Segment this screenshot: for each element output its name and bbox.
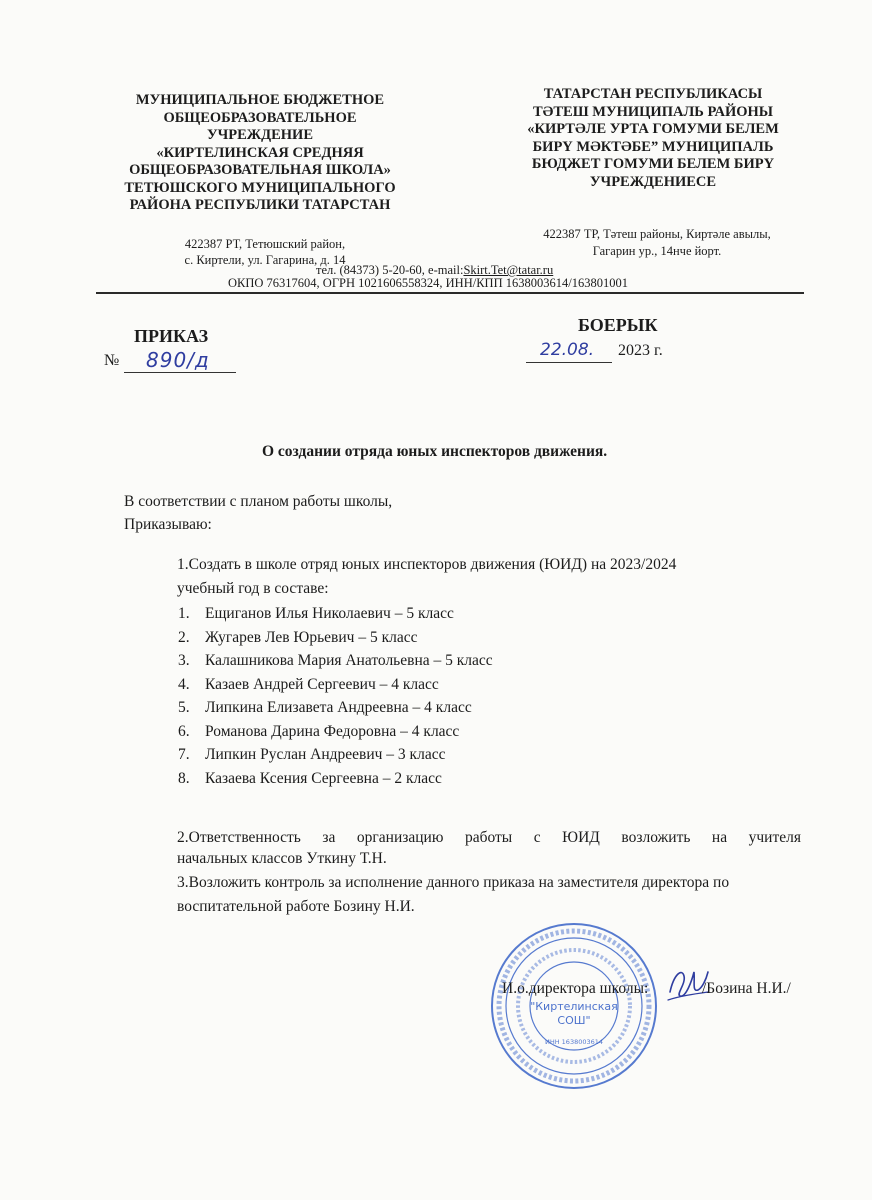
order-year: 2023 г. [618,342,663,359]
order-title-tt: БОЕРЫК [578,315,658,335]
list-item: 4. Казаев Андрей Сергеевич – 4 класс [178,675,439,693]
item-1-line-2: учебный год в составе: [177,580,329,597]
list-item: 5. Липкина Елизавета Андреевна – 4 класс [178,699,472,716]
header-left-org: МУНИЦИПАЛЬНОЕ БЮДЖЕТНОЕ ОБЩЕОБРАЗОВАТЕЛЬНОЕ УЧРЕЖДЕНИЕ «КИРТЕЛИНСКАЯ СРЕДНЯЯ ОБЩЕОБРАЗОВАТЕЛЬНАЯ ШКОЛА» ТЕТЮШСКОГО МУНИЦИПАЛЬНОГО РАЙОНА РЕСПУБЛИКИ ТАТАРСТАН [124,92,396,213]
list-item: 1. Ещиганов Илья Николаевич – 5 класс [178,605,454,622]
list-item: 7. Липкин Руслан Андреевич – 3 класс [178,746,446,763]
item-1-line-1: 1.Создать в школе отряд юных инспекторов движения (ЮИД) на 2023/2024 [177,556,677,573]
signature-name: /Бозина Н.И./ [702,980,791,997]
order-number-label: № [104,352,120,369]
stamp-inn: ИНН 1638003614 [544,1038,604,1046]
list-item: 2. Жугарев Лев Юрьевич – 5 класс [178,628,418,646]
item-3-line-1: 3.Возложить контроль за исполнение данного приказа на заместителя директора по [177,874,730,891]
school-stamp [488,920,660,1092]
registry-numbers: ОКПО 76317604, ОГРН 1021606558324, ИНН/КПП 1638003614/163801001 [228,276,628,290]
header-left-address: 422387 РТ, Тетюшский район, с. Киртели, ул. Гагарина, д. 14 [184,237,346,267]
item-2-line-2: начальных классов Уткину Т.Н. [177,850,387,867]
header-divider [96,292,804,294]
members-list [178,602,493,790]
list-item: 8. Казаева Ксения Сергеевна – 2 класс [178,769,442,787]
order-number-handwritten: 890/д [146,348,210,372]
order-number-underline [124,372,236,373]
list-item: 6. Романова Дарина Федоровна – 4 класс [178,722,460,740]
stamp-center-line-2: СОШ" [557,1014,591,1027]
intro-line: В соответствии с планом работы школы, [124,493,393,510]
signature-role: И.о.директора школы: [502,980,649,997]
order-subject: О создании отряда юных инспекторов движения. [262,443,608,460]
stamp-center-line-1: "Киртелинская [530,1000,618,1013]
header-right-org: ТАТАРСТАН РЕСПУБЛИКАСЫ ТӘТЕШ МУНИЦИПАЛЬ РАЙОНЫ «КИРТӘЛЕ УРТА ГОМУМИ БЕЛЕМ БИРҮ МӘКТӘБЕ” МУНИЦИПАЛЬ БЮДЖЕТ ГОМУМИ БЕЛЕМ БИРҮ УЧРЕЖДЕНИЕСЕ [527,86,779,190]
list-item: 3. Калашникова Мария Анатольевна – 5 класс [178,652,493,669]
order-verb: Приказываю: [124,516,212,533]
order-date-handwritten: 22.08. [540,340,595,360]
item-2-line-1: 2.Ответственность за организацию работы с ЮИД возложить на учителя [177,829,801,846]
contacts-prefix: тел. (84373) 5-20-60, e-mail: [316,263,464,277]
header-right-address: 422387 ТР, Тәтеш районы, Киртәле авылы, Гагарин ур., 14нче йорт. [543,227,771,258]
item-3-line-2: воспитательной работе Бозину Н.И. [177,898,415,915]
email-link[interactable]: Skirt.Tet@tatar.ru [463,263,554,277]
order-title-ru: ПРИКАЗ [134,326,209,346]
order-date-underline [526,362,612,363]
